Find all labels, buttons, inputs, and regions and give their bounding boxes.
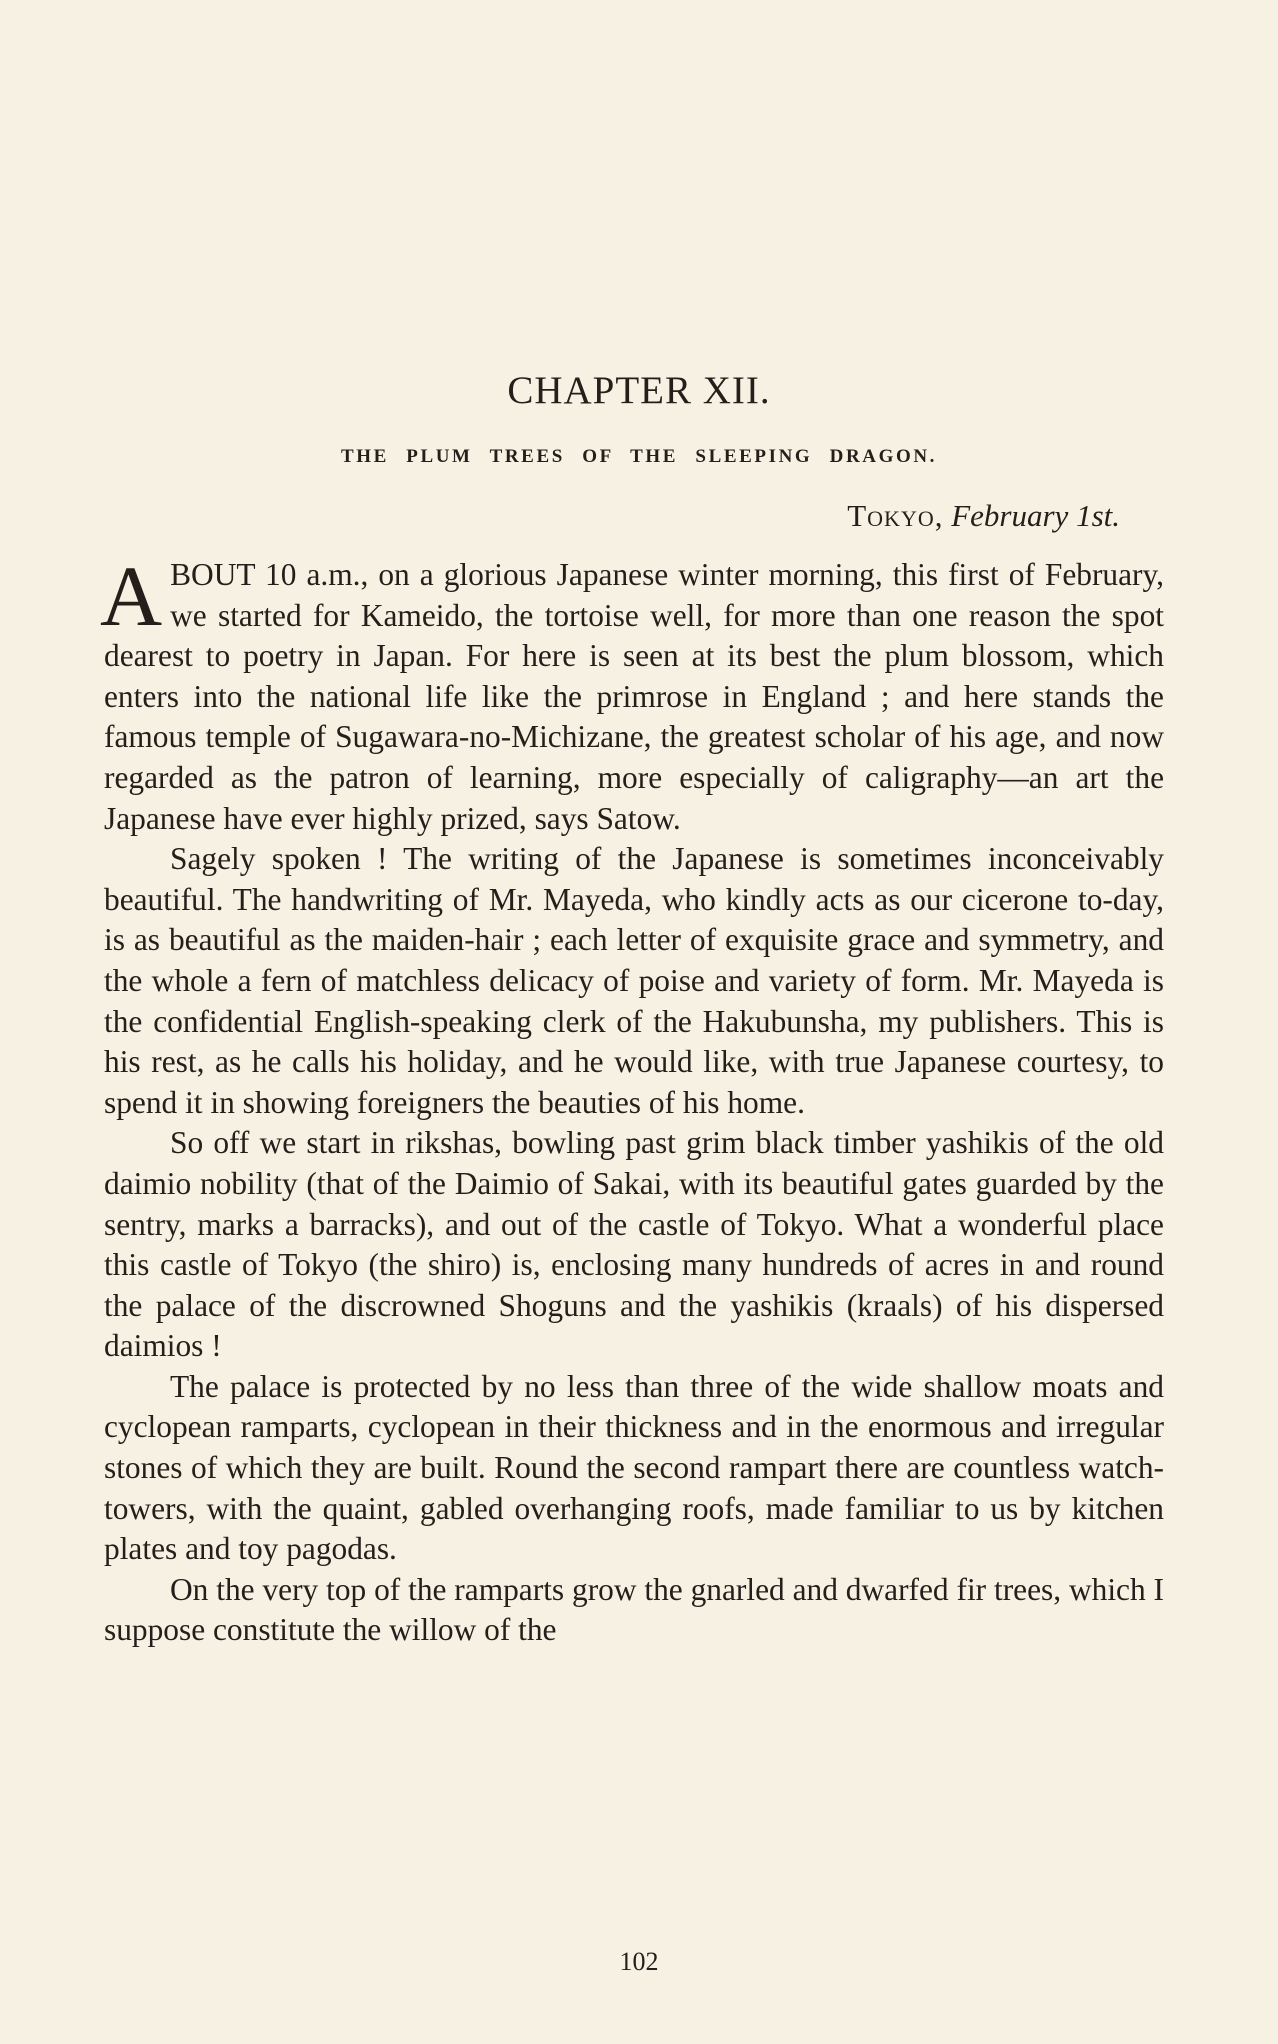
body-text (100, 548, 1164, 1651)
chapter-subtitle: THE PLUM TREES OF THE SLEEPING DRAGON. (340, 446, 938, 467)
page-number: 102 (619, 1947, 659, 1976)
paragraph-1 (100, 548, 1164, 839)
drop-cap: A (100, 548, 163, 644)
paragraph-5: On the very top of the ramparts grow the gnarled and dwarfed fir trees, which I suppose constitute the willow of the (104, 1571, 1164, 1648)
paragraph-1-text: BOUT 10 a.m., on a glorious Japanese winter morning, this first of February, we started for Kameido, the tortoise well, for more than one reason the spot dearest to poetry in Japan. For here is seen at its best the plum blossom, which enters into the national life like the primrose in England ; and here stands the famous temple of Sugawara-no-Michizane, the greatest scholar of his age, and now regarded as the patron of learning, more especially of caligraphy—an art the Japanese have ever highly prized, says Satow. (104, 557, 1164, 836)
dateline-date: February 1st. (951, 498, 1120, 533)
paragraph-2: Sagely spoken ! The writing of the Japanese is sometimes inconceivably beautiful. The handwriting of Mr. Mayeda, who kindly acts as our cicerone to-day, is as beautiful as the maiden-hair ; each letter of exquisite grace and symmetry, and the whole a fern of matchless delicacy of poise and variety of form. Mr. Mayeda is the confidential English-speaking clerk of the Hakubunsha, my publishers. This is his rest, as he calls his holiday, and he would like, with true Japanese courtesy, to spend it in showing foreigners the beauties of his home. (104, 841, 1164, 1120)
chapter-title: CHAPTER XII. (507, 369, 771, 412)
paragraph-3: So off we start in rikshas, bowling past grim black timber yashikis of the old daimio nobility (that of the Daimio of Sakai, with its beautiful gates guarded by the sentry, marks a barracks), and out of the castle of Tokyo. What a wonderful place this castle of Tokyo (the shiro) is, enclosing many hundreds of acres in and round the palace of the discrowned Shoguns and the yashikis (kraals) of his dispersed daimios ! (104, 1125, 1164, 1364)
dateline (847, 498, 1120, 534)
paragraph-4: The palace is protected by no less than three of the wide shallow moats and cyclopean ramparts, cyclopean in their thickness and in the enormous and irregular stones of which they are built. Round the second rampart there are countless watch-towers, with the quaint, gabled overhanging roofs, made familiar to us by kitchen plates and toy pagodas. (104, 1368, 1164, 1567)
dateline-place: Tokyo, (847, 498, 944, 533)
